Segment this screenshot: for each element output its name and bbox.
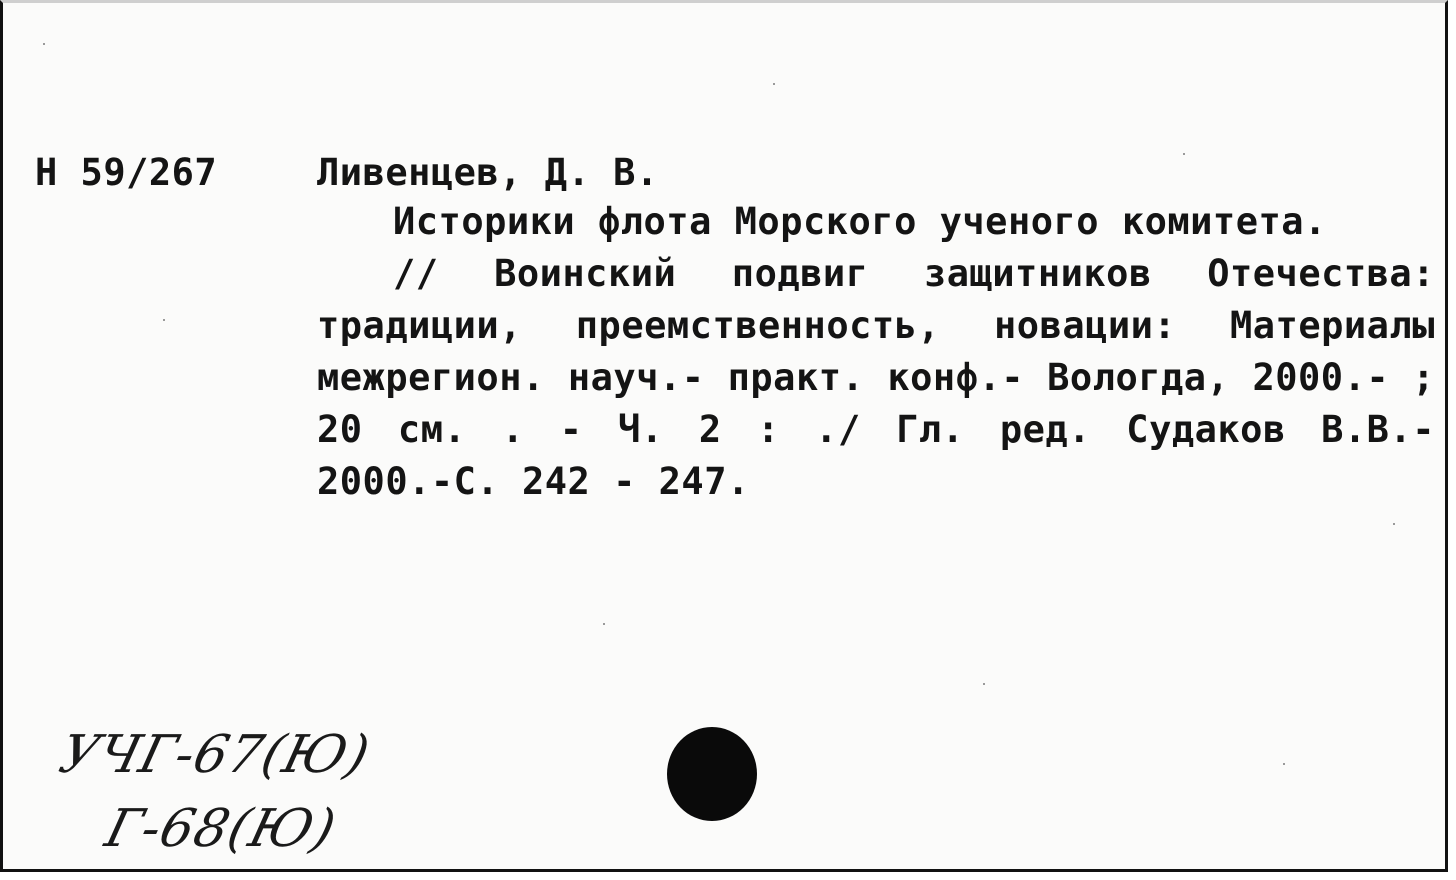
article-title: Историки флота Морского ученого комитета. [393,200,1327,243]
scan-speck [163,319,165,321]
shelfmark: Н 59/267 [35,151,218,194]
scan-speck [1183,153,1185,155]
punch-hole [667,727,757,821]
source-details: // Воинский подвиг защитников Отечества: традиции, преемственность, новации: Материалы межрегион. науч.- практ. конф.- Вологда, 2000.- ; 20 см. . - Ч. 2 : ./ Гл. ред. Судаков В.В.- 2000.-С. 242 - 247. [317,252,1435,503]
scan-speck [773,83,775,85]
scan-speck [1393,523,1395,525]
bibliographic-description [317,196,1435,508]
scan-speck [603,623,605,625]
scan-speck [43,43,45,45]
scan-speck [1283,763,1285,765]
scan-speck [983,683,985,685]
author-heading: Ливенцев, Д. В. [317,151,659,194]
handwritten-note: Г-68(Ю) [99,799,343,859]
handwritten-note: УЧГ-67(Ю) [53,725,377,785]
